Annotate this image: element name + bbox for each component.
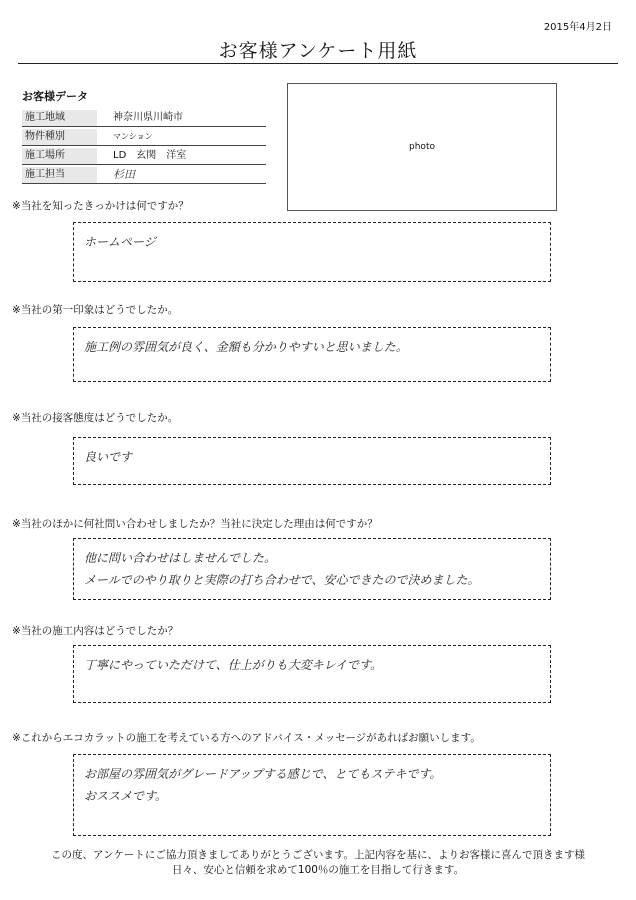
question-1: ※当社を知ったきっかけは何ですか？ [12, 200, 189, 212]
info-row-region [22, 110, 266, 127]
answer-6-line-1: お部屋の雰囲気がグレードアップする感じで、とてもステキです。 [84, 767, 442, 781]
closing-line-1: この度、アンケートにご協力頂きましてありがとうございます。上記内容を基に、よりお客様に喜んで頂きます様 [50, 849, 586, 861]
form-title: お客様アンケート用紙 [218, 40, 418, 62]
info-label: 施工担当 [22, 167, 97, 183]
question-3: ※当社の接客態度はどうでしたか。 [12, 412, 179, 424]
answer-3-line-1: 良いです [84, 450, 133, 464]
info-value-handwritten: 杉田 [113, 168, 135, 181]
answer-box-5 [73, 645, 551, 703]
info-row-location [22, 148, 266, 165]
answer-box-4 [73, 538, 551, 600]
answer-4-line-2: メールでのやり取りと実際の打ち合わせで、安心できたので決めました。 [84, 573, 480, 587]
question-5: ※当社の施工内容はどうでしたか？ [12, 625, 179, 637]
answer-6-line-2: おススメです。 [84, 789, 168, 803]
info-value: LD 玄関 洋室 [113, 150, 187, 161]
form-date: 2015年4月2日 [543, 22, 612, 33]
photo-label: photo [409, 142, 435, 152]
question-6: ※これからエコカラットの施工を考えている方へのアドバイス・メッセージがあればお願いします。 [12, 732, 481, 744]
answer-4-line-1: 他に問い合わせはしませんでした。 [84, 551, 277, 565]
info-value: 神奈川県川崎市 [113, 112, 183, 123]
customer-data-table [22, 110, 266, 186]
answer-box-3 [73, 437, 551, 485]
answer-5-line-1: 丁寧にやっていただけて、仕上がりも大変キレイです。 [84, 658, 383, 672]
info-row-staff [22, 167, 266, 184]
question-4: ※当社のほかに何社問い合わせしましたか？当社に決定した理由は何ですか？ [12, 518, 378, 530]
answer-1-line-1: ホームページ [84, 235, 156, 249]
question-2: ※当社の第一印象はどうでしたか。 [12, 304, 179, 316]
answer-box-6 [73, 754, 551, 836]
closing-message [0, 848, 636, 878]
answer-2-line-1: 施工例の雰囲気が良く、金額も分かりやすいと思いました。 [84, 340, 408, 354]
title-divider [18, 63, 618, 64]
info-label: 物件種別 [22, 129, 97, 145]
info-label: 施工地域 [22, 110, 97, 126]
info-value: マンション [113, 132, 153, 141]
answer-box-2 [73, 327, 551, 382]
customer-data-heading: お客様データ [22, 90, 88, 103]
info-row-property-type [22, 129, 266, 146]
answer-box-1 [73, 222, 551, 282]
photo-placeholder [287, 83, 557, 211]
closing-line-2: 日々、安心と信頼を求めて100％の施工を目指して行きます。 [171, 864, 465, 876]
info-label: 施工場所 [22, 148, 97, 164]
